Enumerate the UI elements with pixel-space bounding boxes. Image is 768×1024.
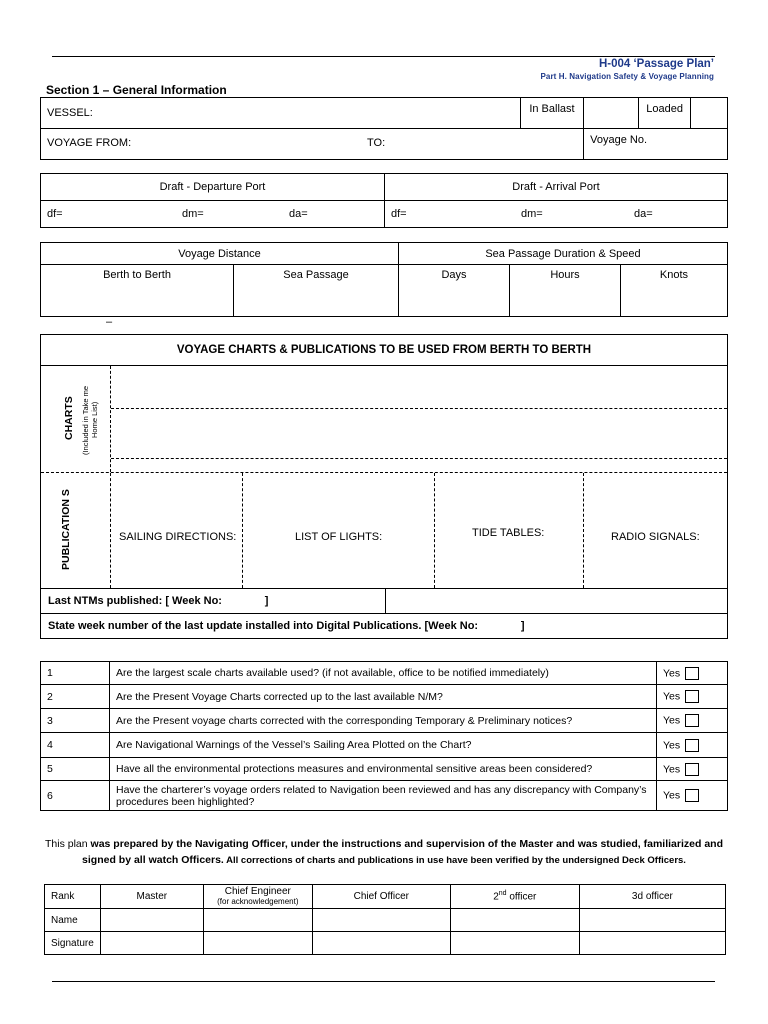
checklist-question: Are the Present Voyage Charts corrected up to the last available N/M? — [110, 685, 657, 708]
statement-part-1: This plan — [45, 838, 88, 850]
draft-departure-header: Draft - Departure Port — [41, 174, 385, 201]
checklist-number: 6 — [41, 781, 110, 811]
charts-sublabel: (Included in Take me Home List) — [81, 385, 99, 455]
arrival-dm: dm= — [521, 208, 543, 220]
chief-engineer-signature[interactable] — [203, 932, 312, 955]
berth-to-berth-cell[interactable] — [41, 265, 234, 317]
stray-dash: – — [106, 316, 113, 328]
checklist-answer — [657, 733, 728, 757]
statement-part-2: was prepared by the Navigating Officer, under the instructions and supervision of the Master and was studied, familiarized and signed by all watch Officers. — [82, 838, 723, 866]
in-ballast-cell[interactable] — [520, 98, 583, 129]
departure-dm: dm= — [182, 208, 204, 220]
yes-checkbox[interactable] — [685, 739, 699, 752]
checklist-number: 1 — [41, 662, 110, 685]
berth-to-berth-label: Berth to Berth — [103, 269, 171, 281]
second-officer-name[interactable] — [450, 909, 579, 932]
yes-checkbox[interactable] — [685, 667, 699, 680]
voyage-no-field[interactable] — [584, 129, 728, 160]
publications-label: PUBLICATION S — [60, 489, 72, 571]
chief-officer-name[interactable] — [312, 909, 450, 932]
draft-arrival-values[interactable] — [385, 201, 728, 228]
checklist-row — [41, 685, 728, 708]
hours-label: Hours — [550, 269, 580, 281]
checklist-answer — [657, 685, 728, 708]
departure-df: df= — [47, 208, 63, 220]
sailing-directions-label: SAILING DIRECTIONS: — [119, 531, 237, 543]
chart-line-1[interactable] — [111, 366, 727, 409]
name-label: Name — [45, 909, 101, 932]
yes-label: Yes — [663, 762, 681, 775]
knots-cell[interactable] — [621, 265, 728, 317]
list-of-lights-cell[interactable] — [243, 473, 435, 588]
checklist-answer — [657, 781, 728, 811]
radio-signals-label: RADIO SIGNALS: — [611, 531, 700, 543]
checklist-number: 2 — [41, 685, 110, 708]
sea-passage-label: Sea Passage — [283, 269, 349, 281]
checklist-row — [41, 733, 728, 757]
sea-passage-cell[interactable] — [234, 265, 399, 317]
signature-label: Signature — [45, 932, 101, 955]
second-officer-suffix: nd — [498, 890, 507, 898]
loaded-box[interactable] — [690, 98, 727, 129]
third-officer-name[interactable] — [579, 909, 725, 932]
in-ballast-label: In Ballast — [529, 103, 575, 115]
vessel-label: VESSEL: — [47, 107, 93, 119]
chief-engineer-name[interactable] — [203, 909, 312, 932]
publications-label-cell — [41, 473, 111, 588]
document-part: Part H. Navigation Safety & Voyage Planning — [540, 72, 714, 81]
in-ballast-box[interactable] — [584, 98, 639, 129]
section-title: Section 1 – General Information — [46, 83, 227, 97]
draft-departure-values[interactable] — [41, 201, 385, 228]
rank-header: Rank — [45, 885, 101, 909]
chief-engineer-header — [203, 885, 312, 909]
checklist-number: 3 — [41, 708, 110, 732]
tide-tables-cell[interactable] — [435, 473, 584, 588]
voyage-route-field[interactable] — [41, 129, 584, 160]
days-label: Days — [441, 269, 467, 281]
statement-part-3: All corrections of charts and publications in use have been verified by the undersigned Deck Officers. — [223, 855, 686, 866]
signature-table — [44, 884, 726, 955]
charts-publications-block — [40, 334, 728, 639]
checklist-question: Are the Present voyage charts corrected with the corresponding Temporary & Preliminary notices? — [110, 708, 657, 732]
arrival-da: da= — [634, 208, 653, 220]
second-officer-signature[interactable] — [450, 932, 579, 955]
loaded-cell[interactable] — [639, 98, 690, 129]
checklist-row — [41, 781, 728, 811]
checklist-answer — [657, 757, 728, 780]
acknowledgement-label: (for acknowledgement) — [217, 896, 299, 906]
last-ntms-field[interactable]: Last NTMs published: [ Week No: ] — [41, 589, 386, 613]
third-officer-signature[interactable] — [579, 932, 725, 955]
checklist-question: Are Navigational Warnings of the Vessel’s Sailing Area Plotted on the Chart? — [110, 733, 657, 757]
checklist-row — [41, 662, 728, 685]
yes-label: Yes — [663, 667, 681, 680]
charts-label-cell — [41, 366, 111, 472]
knots-label: Knots — [659, 269, 689, 281]
checklist-question: Are the largest scale charts available used? (if not available, office to be notified immediately) — [110, 662, 657, 685]
checklist-number: 5 — [41, 757, 110, 780]
master-name[interactable] — [100, 909, 203, 932]
yes-checkbox[interactable] — [685, 690, 699, 703]
voyage-no-label: Voyage No. — [590, 134, 648, 146]
voyage-distance-header: Voyage Distance — [41, 243, 399, 265]
checklist-row — [41, 708, 728, 732]
distance-table — [40, 242, 728, 317]
checklist-answer — [657, 708, 728, 732]
general-info-table — [40, 97, 728, 160]
draft-table — [40, 173, 728, 228]
radio-signals-cell[interactable] — [584, 473, 727, 588]
hours-cell[interactable] — [510, 265, 621, 317]
document-code: H-004 ‘Passage Plan’ — [598, 58, 714, 70]
statement-text — [40, 836, 728, 869]
checklist-table — [40, 661, 728, 811]
charts-label: CHARTS — [63, 396, 75, 440]
yes-label: Yes — [663, 789, 681, 802]
voyage-from-label: VOYAGE FROM: — [47, 137, 132, 149]
days-cell[interactable] — [399, 265, 510, 317]
tide-tables-label: TIDE TABLES: — [472, 527, 545, 539]
second-officer-number: 2 — [493, 891, 499, 903]
chart-line-3[interactable] — [111, 459, 727, 472]
checklist-question: Have the charterer’s voyage orders related to Navigation been reviewed and has any discrepancy with Company’s procedures been highlighted? — [110, 781, 657, 811]
list-of-lights-label: LIST OF LIGHTS: — [295, 531, 383, 543]
vessel-field[interactable] — [41, 98, 521, 129]
yes-checkbox[interactable] — [685, 714, 699, 727]
master-header: Master — [100, 885, 203, 909]
checklist-answer — [657, 662, 728, 685]
checklist-question: Have all the environmental protections measures and environmental sensitive areas been considered? — [110, 757, 657, 780]
bottom-rule — [52, 981, 715, 982]
to-label: TO: — [367, 137, 386, 149]
top-rule — [52, 56, 715, 57]
chief-officer-header: Chief Officer — [312, 885, 450, 909]
checklist-number: 4 — [41, 733, 110, 757]
departure-da: da= — [289, 208, 308, 220]
yes-checkbox[interactable] — [685, 763, 699, 776]
chief-engineer-label: Chief Engineer — [224, 885, 291, 897]
chart-line-2[interactable] — [111, 409, 727, 459]
draft-arrival-header: Draft - Arrival Port — [385, 174, 728, 201]
third-officer-header: 3d officer — [579, 885, 725, 909]
arrival-df: df= — [391, 208, 407, 220]
chief-officer-signature[interactable] — [312, 932, 450, 955]
sailing-directions-cell[interactable] — [111, 473, 243, 588]
duration-speed-header: Sea Passage Duration & Speed — [399, 243, 728, 265]
yes-checkbox[interactable] — [685, 789, 699, 802]
yes-label: Yes — [663, 738, 681, 751]
second-officer-header — [450, 885, 579, 909]
second-officer-label: officer — [506, 891, 537, 903]
loaded-label: Loaded — [646, 103, 683, 115]
digital-pub-field[interactable]: State week number of the last update installed into Digital Publications. [Week No: ] — [48, 620, 525, 632]
master-signature[interactable] — [100, 932, 203, 955]
yes-label: Yes — [663, 714, 681, 727]
checklist-row — [41, 757, 728, 780]
charts-title: VOYAGE CHARTS & PUBLICATIONS TO BE USED FROM BERTH TO BERTH — [41, 335, 727, 366]
yes-label: Yes — [663, 690, 681, 703]
